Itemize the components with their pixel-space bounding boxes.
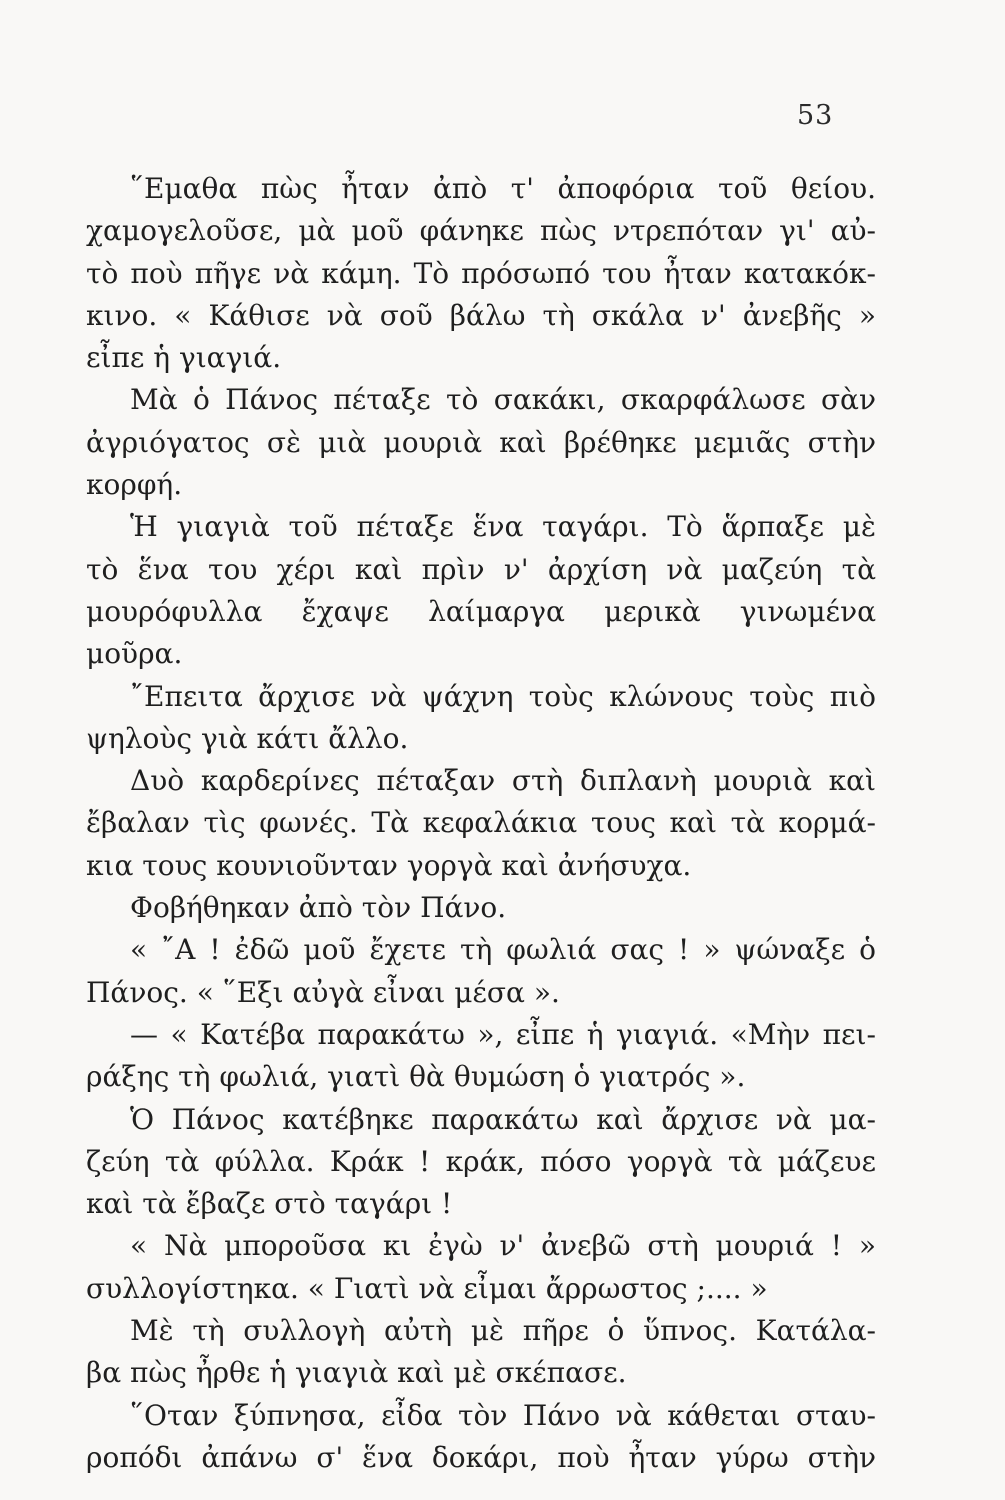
text-line: ῎Επειτα ἄρχισε νὰ ψάχνη τοὺς κλώνους τοὺς πιὸ [130, 679, 876, 713]
text-line: ζεύη τὰ φύλλα. Κράκ ! κράκ, πόσο γοργὰ τὰ μάζευε [86, 1144, 876, 1178]
text-line: Φοβήθηκαν ἀπὸ τὸν Πάνο. [130, 891, 507, 925]
text-line: κινο. « Κάθισε νὰ σοῦ βάλω τὴ σκάλα ν' ἀνεβῆς » [86, 298, 876, 332]
text-line: « ῎Α ! ἐδῶ μοῦ ἔχετε τὴ φωλιά σας ! » ψώναξε ὁ [130, 933, 876, 967]
text-line: Μὲ τὴ συλλογὴ αὐτὴ μὲ πῆρε ὁ ὕπνος. Κατάλα- [130, 1314, 876, 1348]
text-line: τὸ ἕνα του χέρι καὶ πρὶν ν' ἀρχίση νὰ μαζεύη τὰ [86, 552, 876, 586]
text-line: μουρόφυλλα ἔχαψε λαίμαργα μερικὰ γινωμένα [86, 594, 876, 628]
text-line: « Νὰ μποροῦσα κι ἐγὼ ν' ἀνεβῶ στὴ μουριά ! » [130, 1229, 876, 1263]
text-line: κια τους κουνιοῦνταν γοργὰ καὶ ἀνήσυχα. [86, 848, 692, 882]
text-line: βα πὼς ἦρθε ἡ γιαγιὰ καὶ μὲ σκέπασε. [86, 1356, 627, 1390]
text-line: καὶ τὰ ἔβαζε στὸ ταγάρι ! [86, 1187, 453, 1221]
text-line: ράξης τὴ φωλιά, γιατὶ θὰ θυμώση ὁ γιατρός ». [86, 1060, 746, 1094]
page-number: 53 [797, 100, 834, 131]
text-line: — « Κατέβα παρακάτω », εἶπε ἡ γιαγιά. «Μὴν πει- [130, 1017, 876, 1051]
text-line: ῞Εμαθα πὼς ἦταν ἀπὸ τ' ἀποφόρια τοῦ θείου. [130, 172, 876, 205]
text-line: Δυὸ καρδερίνες πέταξαν στὴ διπλανὴ μουριὰ καὶ [130, 764, 876, 798]
text-line: κορφή. [86, 468, 183, 502]
text-line: χαμογελοῦσε, μὰ μοῦ φάνηκε πὼς ντρεπόταν γι' αὐ- [86, 214, 876, 248]
text-line: Πάνος. « ῞Εξι αὐγὰ εἶναι μέσα ». [86, 975, 560, 1009]
text-line: ψηλοὺς γιὰ κάτι ἄλλο. [86, 721, 409, 755]
text-line: ἀγριόγατος σὲ μιὰ μουριὰ καὶ βρέθηκε μεμιᾶς στὴν [86, 425, 876, 459]
text-line: συλλογίστηκα. « Γιατὶ νὰ εἶμαι ἄρρωστος ;.... » [86, 1271, 768, 1305]
text-line: εἶπε ἡ γιαγιά. [86, 341, 282, 375]
text-line: τὸ ποὺ πῆγε νὰ κάμη. Τὸ πρόσωπό του ἦταν κατακόκ- [86, 256, 876, 290]
text-line: ροπόδι ἀπάνω σ' ἕνα δοκάρι, ποὺ ἦταν γύρω στὴν [86, 1440, 876, 1474]
text-line: ἔβαλαν τὶς φωνές. Τὰ κεφαλάκια τους καὶ τὰ κορμά- [86, 806, 876, 840]
text-line: μοῦρα. [86, 637, 183, 671]
text-line: ῞Οταν ξύπνησα, εἶδα τὸν Πάνο νὰ κάθεται σταυ- [130, 1398, 876, 1432]
text-line: Ὁ Πάνος κατέβηκε παρακάτω καὶ ἄρχισε νὰ μα- [130, 1102, 876, 1136]
text-line: Μὰ ὁ Πάνος πέταξε τὸ σακάκι, σκαρφάλωσε σὰν [130, 383, 876, 417]
body-text [86, 168, 876, 1479]
text-line: Ἡ γιαγιὰ τοῦ πέταξε ἕνα ταγάρι. Τὸ ἅρπαξε μὲ [130, 510, 876, 544]
